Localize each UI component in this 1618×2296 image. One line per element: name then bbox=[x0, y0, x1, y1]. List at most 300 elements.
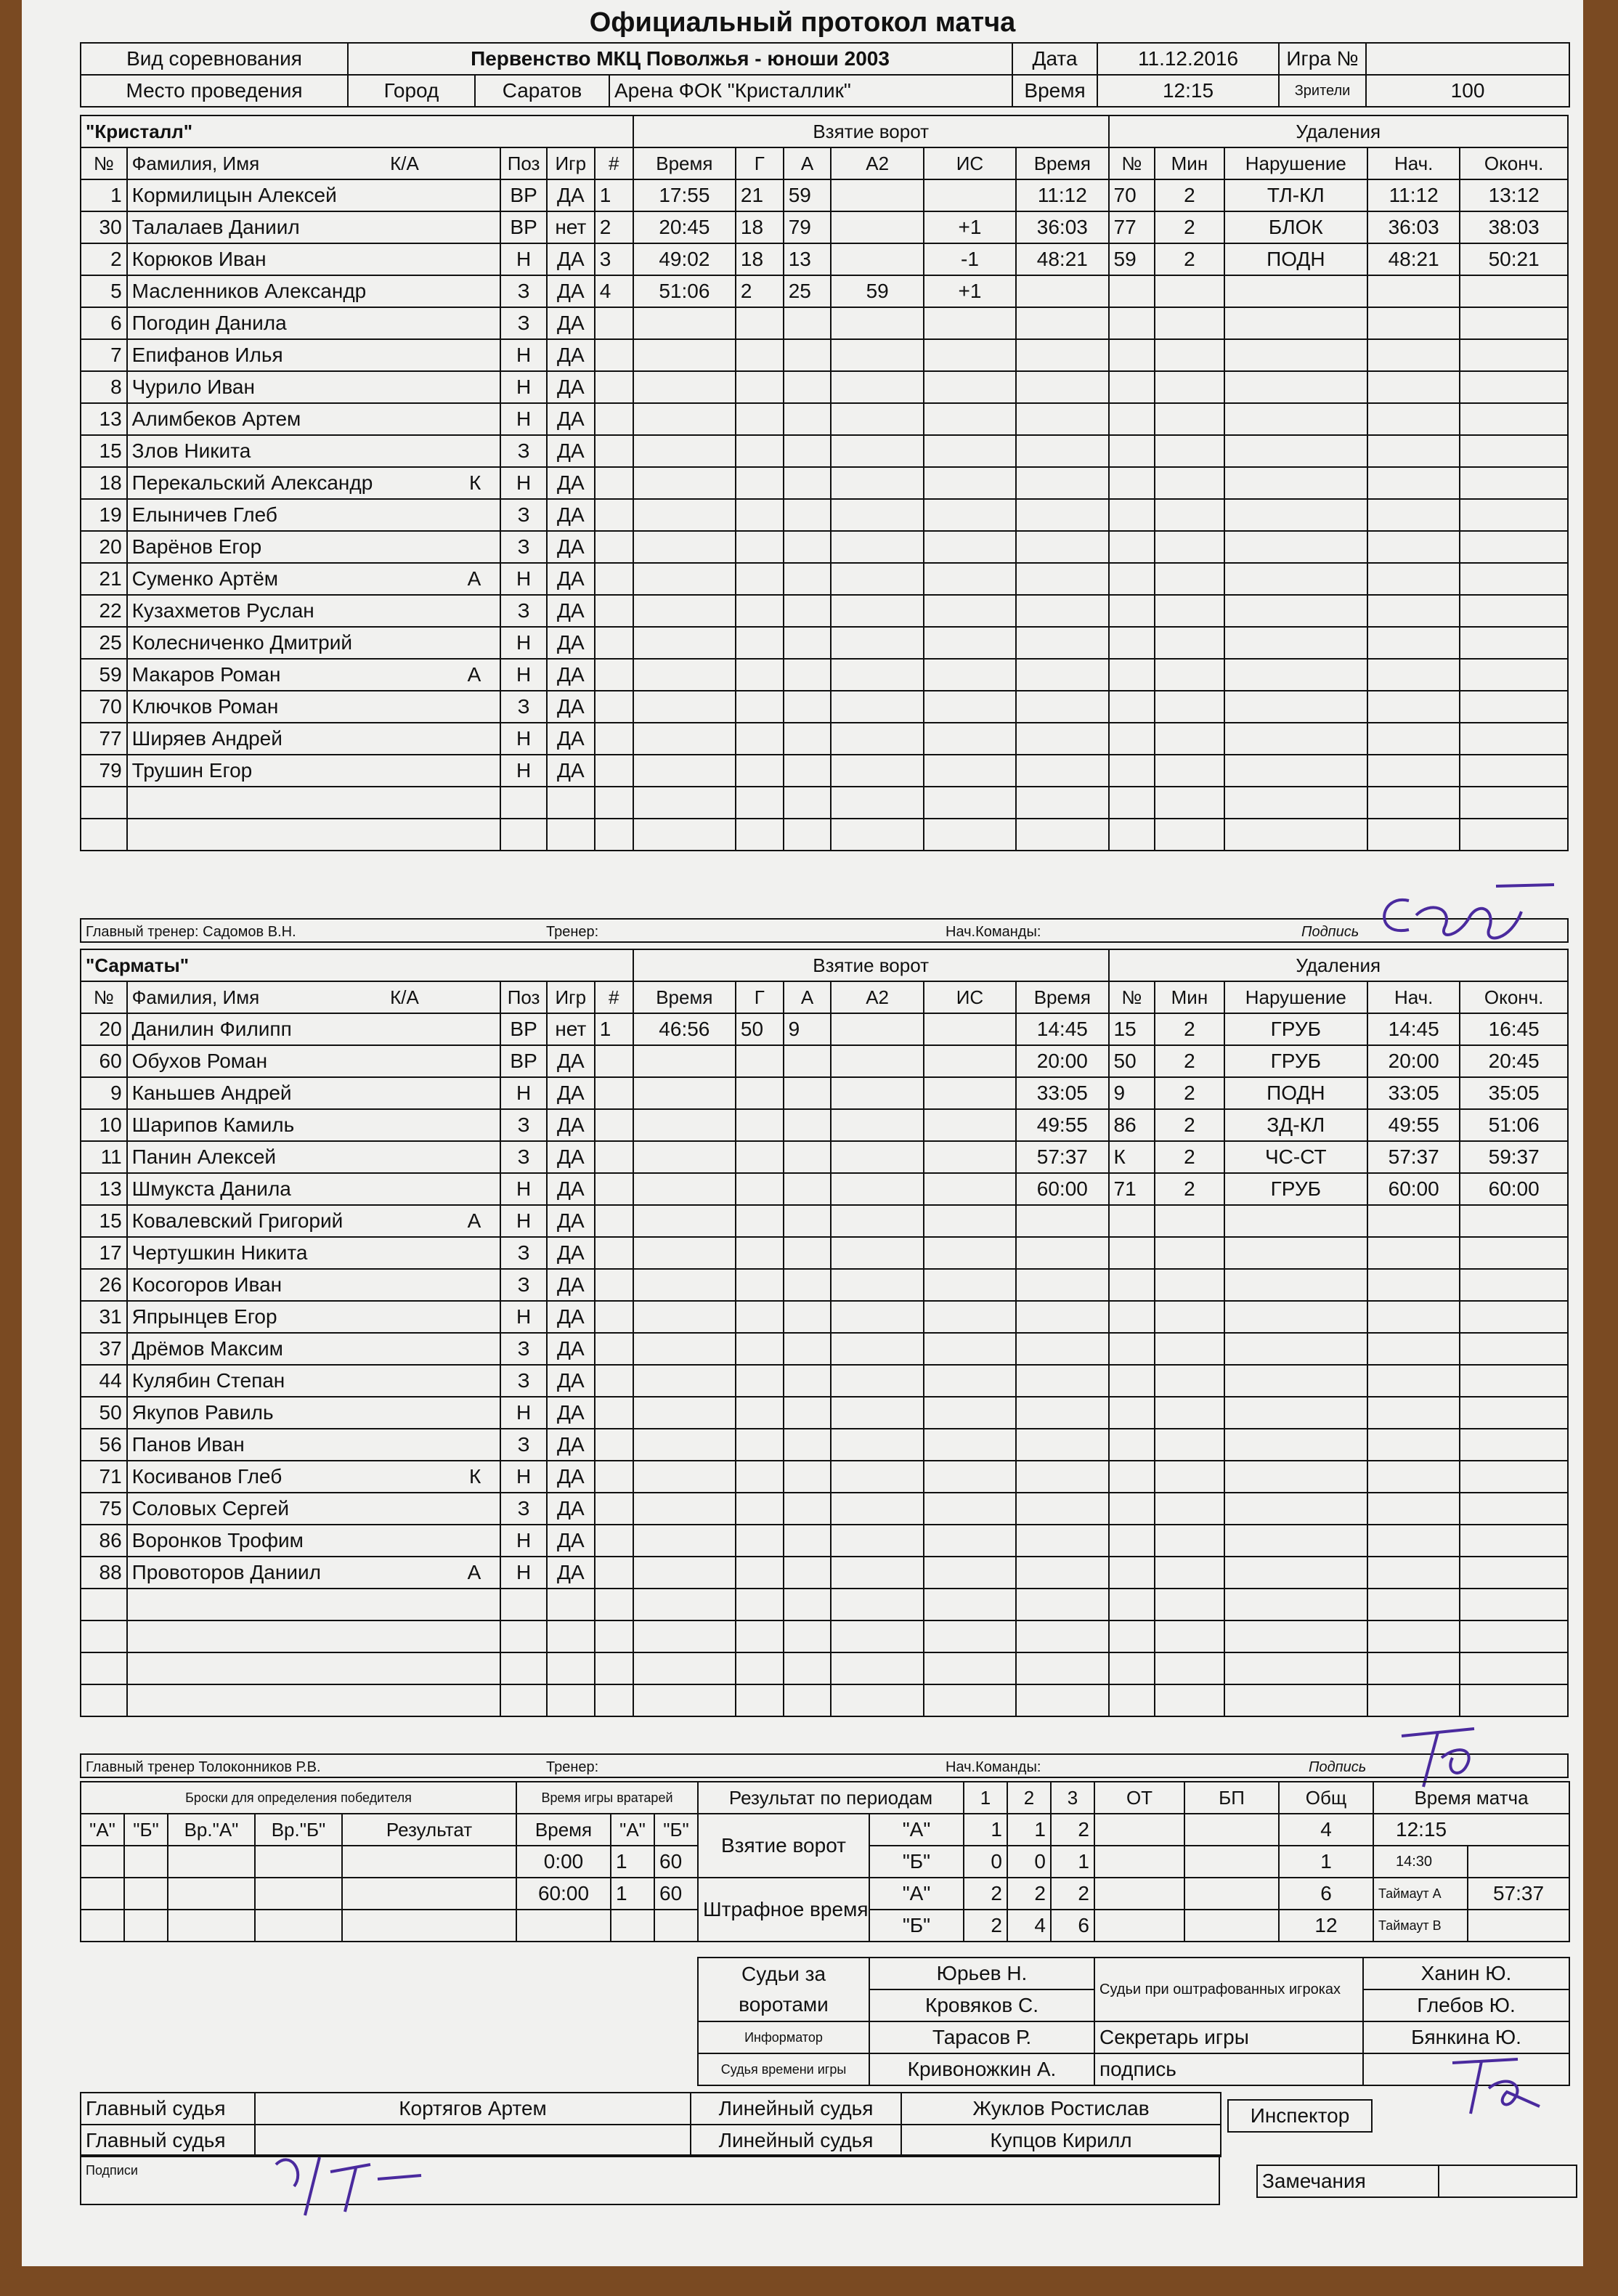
goal-index bbox=[595, 1525, 633, 1557]
player-name bbox=[127, 1013, 501, 1045]
penalty-end bbox=[1460, 1397, 1568, 1429]
goal-assist: 9 bbox=[784, 1013, 832, 1045]
goal-assist-2 bbox=[831, 1333, 923, 1365]
penalty-violation bbox=[1224, 1237, 1367, 1269]
goal-index: 3 bbox=[595, 243, 633, 275]
team-b-teamlead-label: Нач.Команды: bbox=[946, 1759, 1041, 1775]
penalty-minutes bbox=[1155, 435, 1224, 467]
penbox-label: Судьи при оштрафованных игроках bbox=[1094, 1958, 1363, 2021]
goal-plus-minus bbox=[924, 435, 1016, 467]
player-number bbox=[81, 819, 127, 851]
penalty-end bbox=[1460, 787, 1568, 819]
player-number: 8 bbox=[81, 371, 127, 403]
penalty-start bbox=[1367, 1237, 1460, 1269]
goal-plus-minus bbox=[924, 1557, 1016, 1589]
goals-b-total: 1 bbox=[1279, 1846, 1373, 1878]
pen-a-p1: 2 bbox=[964, 1878, 1007, 1910]
player-position bbox=[500, 1652, 547, 1684]
periods-label: Результат по периодам bbox=[698, 1782, 964, 1814]
goal-judges-label: Судьи за воротами bbox=[698, 1958, 869, 2021]
goal-assist-2 bbox=[831, 179, 923, 211]
penalty-player bbox=[1109, 755, 1155, 787]
player-number: 31 bbox=[81, 1301, 127, 1333]
goal-assist bbox=[784, 1557, 832, 1589]
penalty-time bbox=[1016, 1684, 1108, 1716]
player-name-text: Панов Иван bbox=[131, 1433, 245, 1456]
goal-assist-2 bbox=[831, 1205, 923, 1237]
col-pen-viol: Нарушение bbox=[1224, 147, 1367, 179]
penalty-violation bbox=[1224, 1205, 1367, 1237]
player-played: нет bbox=[547, 211, 595, 243]
goal-time bbox=[633, 659, 736, 691]
penalty-time bbox=[1016, 595, 1108, 627]
player-played: ДА bbox=[547, 1045, 595, 1077]
penalty-violation bbox=[1224, 691, 1367, 723]
penalty-end bbox=[1460, 339, 1568, 371]
player-name bbox=[127, 1173, 501, 1205]
player-played: ДА bbox=[547, 1397, 595, 1429]
penalty-minutes bbox=[1155, 275, 1224, 307]
penalty-start bbox=[1367, 499, 1460, 531]
penalty-end bbox=[1460, 1461, 1568, 1493]
penalty-player bbox=[1109, 627, 1155, 659]
goal-assist bbox=[784, 1429, 832, 1461]
penalty-start bbox=[1367, 691, 1460, 723]
player-row bbox=[81, 659, 1568, 691]
gk-time: 0:00 bbox=[516, 1846, 611, 1878]
player-position: Н bbox=[500, 403, 547, 435]
penalty-end bbox=[1460, 819, 1568, 851]
player-played: ДА bbox=[547, 659, 595, 691]
goal-scorer: 18 bbox=[736, 243, 784, 275]
goal-index bbox=[595, 1045, 633, 1077]
player-number: 15 bbox=[81, 435, 127, 467]
goal-assist bbox=[784, 531, 832, 563]
goal-assist bbox=[784, 1397, 832, 1429]
player-position: Н bbox=[500, 563, 547, 595]
goal-assist-2 bbox=[831, 339, 923, 371]
goal-scorer bbox=[736, 1525, 784, 1557]
penalty-time: 60:00 bbox=[1016, 1173, 1108, 1205]
penalty-minutes bbox=[1155, 339, 1224, 371]
goal-scorer bbox=[736, 1237, 784, 1269]
penalty-violation: ТЛ-КЛ bbox=[1224, 179, 1367, 211]
player-row bbox=[81, 1205, 1568, 1237]
goal-scorer bbox=[736, 403, 784, 435]
penalty-start: 49:55 bbox=[1367, 1109, 1460, 1141]
goal-scorer bbox=[736, 1557, 784, 1589]
goals-row-label: Взятие ворот bbox=[698, 1814, 869, 1878]
player-played bbox=[547, 1589, 595, 1620]
goal-assist bbox=[784, 371, 832, 403]
gk-col-b: "Б" bbox=[654, 1814, 698, 1846]
penalty-end bbox=[1460, 1557, 1568, 1589]
goal-index bbox=[595, 467, 633, 499]
goal-plus-minus bbox=[924, 1141, 1016, 1173]
player-name bbox=[127, 211, 501, 243]
goal-assist-2 bbox=[831, 723, 923, 755]
linesman-label: Линейный судья bbox=[691, 2093, 901, 2125]
player-number: 9 bbox=[81, 1077, 127, 1109]
player-role: А bbox=[467, 567, 481, 590]
protocol-sheet bbox=[22, 0, 1583, 2266]
penalty-violation bbox=[1224, 467, 1367, 499]
player-position: Н bbox=[500, 659, 547, 691]
player-name-text: Панин Алексей bbox=[131, 1145, 277, 1168]
col-goal-time: Время bbox=[633, 147, 736, 179]
penalty-time bbox=[1016, 1620, 1108, 1652]
goal-assist-2 bbox=[831, 755, 923, 787]
player-played: ДА bbox=[547, 1557, 595, 1589]
player-played: ДА bbox=[547, 627, 595, 659]
player-name-text: Алимбеков Артем bbox=[131, 407, 301, 430]
penalty-start: 57:37 bbox=[1367, 1141, 1460, 1173]
goal-time bbox=[633, 1557, 736, 1589]
penalty-start: 60:00 bbox=[1367, 1173, 1460, 1205]
penalty-start bbox=[1367, 531, 1460, 563]
player-position: З bbox=[500, 1109, 547, 1141]
goal-scorer bbox=[736, 1077, 784, 1109]
place-label: Место проведения bbox=[81, 75, 348, 107]
player-position: Н bbox=[500, 1461, 547, 1493]
player-name bbox=[127, 627, 501, 659]
penalty-time: 57:37 bbox=[1016, 1141, 1108, 1173]
penalty-violation bbox=[1224, 307, 1367, 339]
goal-index bbox=[595, 1684, 633, 1716]
player-position bbox=[500, 1620, 547, 1652]
shootout-col-time-b: Вр."Б" bbox=[255, 1814, 342, 1846]
player-name-text: Погодин Данила bbox=[131, 312, 287, 334]
goal-index bbox=[595, 1205, 633, 1237]
player-name-text: Ширяев Андрей bbox=[131, 727, 282, 750]
goal-assist bbox=[784, 1173, 832, 1205]
player-name bbox=[127, 1397, 501, 1429]
goal-plus-minus bbox=[924, 1237, 1016, 1269]
meta-table bbox=[80, 42, 1570, 108]
goal-assist-2 bbox=[831, 691, 923, 723]
player-number: 20 bbox=[81, 1013, 127, 1045]
player-name bbox=[127, 659, 501, 691]
player-position: З bbox=[500, 1237, 547, 1269]
goal-time bbox=[633, 627, 736, 659]
player-row bbox=[81, 1365, 1568, 1397]
goal-assist-2 bbox=[831, 1620, 923, 1652]
remarks-value bbox=[1439, 2165, 1577, 2197]
goal-assist bbox=[784, 307, 832, 339]
goal-index bbox=[595, 691, 633, 723]
goal-time bbox=[633, 307, 736, 339]
goal-scorer bbox=[736, 1109, 784, 1141]
player-row bbox=[81, 1397, 1568, 1429]
penalty-time: 14:45 bbox=[1016, 1013, 1108, 1045]
penalty-start bbox=[1367, 1269, 1460, 1301]
goal-plus-minus bbox=[924, 659, 1016, 691]
player-name bbox=[127, 1333, 501, 1365]
shootout-col-a: "А" bbox=[81, 1814, 124, 1846]
penalty-player bbox=[1109, 1589, 1155, 1620]
penalty-start bbox=[1367, 1557, 1460, 1589]
penalty-time bbox=[1016, 1589, 1108, 1620]
game-label: Игра № bbox=[1279, 43, 1366, 75]
secretary-signature-label: подпись bbox=[1094, 2053, 1363, 2085]
penalty-player bbox=[1109, 723, 1155, 755]
player-name bbox=[127, 691, 501, 723]
goal-plus-minus bbox=[924, 179, 1016, 211]
penalty-player: 15 bbox=[1109, 1013, 1155, 1045]
player-position: З bbox=[500, 499, 547, 531]
penalty-end: 50:21 bbox=[1460, 243, 1568, 275]
main-ref-1: Кортягов Артем bbox=[255, 2093, 691, 2125]
penalty-minutes bbox=[1155, 1237, 1224, 1269]
goal-plus-minus bbox=[924, 1652, 1016, 1684]
penalty-end: 51:06 bbox=[1460, 1109, 1568, 1141]
goal-time bbox=[633, 723, 736, 755]
player-number: 22 bbox=[81, 595, 127, 627]
player-played: ДА bbox=[547, 275, 595, 307]
penalty-start bbox=[1367, 467, 1460, 499]
penalty-end bbox=[1460, 1684, 1568, 1716]
player-played: ДА bbox=[547, 243, 595, 275]
player-number: 11 bbox=[81, 1141, 127, 1173]
player-number: 60 bbox=[81, 1045, 127, 1077]
goal-scorer bbox=[736, 371, 784, 403]
goal-assist bbox=[784, 1620, 832, 1652]
penalty-minutes bbox=[1155, 1557, 1224, 1589]
penalty-minutes bbox=[1155, 1365, 1224, 1397]
goal-assist-2 bbox=[831, 659, 923, 691]
player-row bbox=[81, 1493, 1568, 1525]
player-name-text: Шарипов Камиль bbox=[131, 1113, 295, 1136]
penalty-player bbox=[1109, 819, 1155, 851]
player-name-text: Кулябин Степан bbox=[131, 1369, 285, 1392]
col-pen-end: Оконч. bbox=[1460, 147, 1568, 179]
player-position bbox=[500, 1589, 547, 1620]
player-position: З bbox=[500, 435, 547, 467]
player-row bbox=[81, 211, 1568, 243]
penalty-start bbox=[1367, 1205, 1460, 1237]
penalty-start bbox=[1367, 659, 1460, 691]
goal-assist bbox=[784, 1652, 832, 1684]
period-ot-header: ОТ bbox=[1094, 1782, 1184, 1814]
team-b-penalties-header: Удаления bbox=[1109, 949, 1568, 981]
col-a: А bbox=[784, 147, 832, 179]
goal-index bbox=[595, 819, 633, 851]
player-played bbox=[547, 1620, 595, 1652]
player-name-text: Обухов Роман bbox=[131, 1050, 268, 1072]
player-name-text: Епифанов Илья bbox=[131, 344, 283, 366]
goal-index bbox=[595, 307, 633, 339]
player-row bbox=[81, 787, 1568, 819]
player-position: З bbox=[500, 595, 547, 627]
goal-time bbox=[633, 531, 736, 563]
player-name bbox=[127, 1269, 501, 1301]
player-name-text: Косиванов Глеб bbox=[131, 1465, 282, 1488]
team-b-mark: "Б" bbox=[869, 1910, 964, 1942]
penalty-end bbox=[1460, 275, 1568, 307]
player-position: З bbox=[500, 307, 547, 339]
team-a-name: "Кристалл" bbox=[81, 115, 633, 147]
penalty-time bbox=[1016, 1365, 1108, 1397]
goal-assist-2 bbox=[831, 819, 923, 851]
player-name bbox=[127, 1493, 501, 1525]
player-position: Н bbox=[500, 1173, 547, 1205]
goal-assist bbox=[784, 1461, 832, 1493]
player-played: ДА bbox=[547, 755, 595, 787]
main-ref-label: Главный судья bbox=[81, 2093, 255, 2125]
goal-plus-minus bbox=[924, 1077, 1016, 1109]
penalty-player bbox=[1109, 1620, 1155, 1652]
goal-assist bbox=[784, 1684, 832, 1716]
penalty-time bbox=[1016, 1269, 1108, 1301]
penalty-player bbox=[1109, 1269, 1155, 1301]
goal-assist-2 bbox=[831, 1461, 923, 1493]
goal-scorer bbox=[736, 819, 784, 851]
goal-time bbox=[633, 1365, 736, 1397]
penalty-start bbox=[1367, 627, 1460, 659]
player-position: Н bbox=[500, 1077, 547, 1109]
gk-row bbox=[516, 1878, 698, 1910]
pen-a-ot bbox=[1094, 1878, 1184, 1910]
player-row bbox=[81, 1013, 1568, 1045]
goal-plus-minus bbox=[924, 1205, 1016, 1237]
penalty-end bbox=[1460, 1493, 1568, 1525]
penalty-player bbox=[1109, 531, 1155, 563]
goal-index bbox=[595, 499, 633, 531]
goal-scorer bbox=[736, 595, 784, 627]
penalty-end bbox=[1460, 1205, 1568, 1237]
penalty-end bbox=[1460, 307, 1568, 339]
goal-scorer: 50 bbox=[736, 1013, 784, 1045]
penalty-start bbox=[1367, 275, 1460, 307]
player-row bbox=[81, 627, 1568, 659]
player-position: Н bbox=[500, 1557, 547, 1589]
player-name-text: Варёнов Егор bbox=[131, 535, 262, 558]
player-played: ДА bbox=[547, 403, 595, 435]
penalty-time: 49:55 bbox=[1016, 1109, 1108, 1141]
player-name bbox=[127, 371, 501, 403]
player-position: ВР bbox=[500, 211, 547, 243]
pen-b-p1: 2 bbox=[964, 1910, 1007, 1942]
penalty-end bbox=[1460, 1620, 1568, 1652]
penalty-player bbox=[1109, 1365, 1155, 1397]
gk-col-time: Время bbox=[516, 1814, 611, 1846]
match-time-label: Время матча bbox=[1373, 1782, 1569, 1814]
team-a-column-headers bbox=[81, 147, 1568, 179]
col-g: Г bbox=[736, 981, 784, 1013]
goal-time bbox=[633, 787, 736, 819]
goal-assist-2 bbox=[831, 1365, 923, 1397]
player-name bbox=[127, 723, 501, 755]
penalty-player bbox=[1109, 595, 1155, 627]
player-name bbox=[127, 1045, 501, 1077]
player-position: Н bbox=[500, 467, 547, 499]
col-igr: Игр bbox=[547, 981, 595, 1013]
goal-assist bbox=[784, 755, 832, 787]
goal-plus-minus bbox=[924, 499, 1016, 531]
penalty-time bbox=[1016, 723, 1108, 755]
penalty-minutes bbox=[1155, 1589, 1224, 1620]
penalty-time: 48:21 bbox=[1016, 243, 1108, 275]
team-a-signature bbox=[1365, 872, 1561, 959]
player-position: З bbox=[500, 1365, 547, 1397]
penalty-minutes: 2 bbox=[1155, 1077, 1224, 1109]
penalty-violation bbox=[1224, 1589, 1367, 1620]
penalty-start bbox=[1367, 1461, 1460, 1493]
penalty-player bbox=[1109, 403, 1155, 435]
penalty-player bbox=[1109, 1205, 1155, 1237]
player-row bbox=[81, 1525, 1568, 1557]
col-igr: Игр bbox=[547, 147, 595, 179]
goal-scorer bbox=[736, 691, 784, 723]
player-row bbox=[81, 339, 1568, 371]
penalty-start bbox=[1367, 1333, 1460, 1365]
col-pen-min: Мин bbox=[1155, 147, 1224, 179]
player-position: Н bbox=[500, 627, 547, 659]
goal-assist: 59 bbox=[784, 179, 832, 211]
goal-scorer bbox=[736, 1461, 784, 1493]
penalty-start bbox=[1367, 1397, 1460, 1429]
inspector-table bbox=[1227, 2099, 1373, 2133]
player-row bbox=[81, 1620, 1568, 1652]
secretary-signature bbox=[1438, 2048, 1547, 2121]
team-a-mark: "А" bbox=[869, 1814, 964, 1846]
col-poz: Поз bbox=[500, 981, 547, 1013]
goal-scorer bbox=[736, 1652, 784, 1684]
col-pen-time: Время bbox=[1016, 981, 1108, 1013]
team-a-mark: "А" bbox=[869, 1878, 964, 1910]
penalty-start bbox=[1367, 787, 1460, 819]
goal-index bbox=[595, 1365, 633, 1397]
goal-assist-2 bbox=[831, 307, 923, 339]
team-a-staff-row bbox=[80, 918, 1569, 943]
col-pen-time: Время bbox=[1016, 147, 1108, 179]
goal-scorer bbox=[736, 723, 784, 755]
goal-assist-2 bbox=[831, 499, 923, 531]
goal-assist-2 bbox=[831, 1013, 923, 1045]
penalty-time bbox=[1016, 755, 1108, 787]
penalty-violation bbox=[1224, 755, 1367, 787]
penalty-time bbox=[1016, 1525, 1108, 1557]
goal-assist-2 bbox=[831, 595, 923, 627]
penalty-time bbox=[1016, 1429, 1108, 1461]
time-value: 12:15 bbox=[1097, 75, 1279, 107]
player-position: ВР bbox=[500, 179, 547, 211]
team-a-goals-header: Взятие ворот bbox=[633, 115, 1109, 147]
goal-index: 1 bbox=[595, 1013, 633, 1045]
penalty-end bbox=[1460, 1652, 1568, 1684]
player-name bbox=[127, 1301, 501, 1333]
player-played: ДА bbox=[547, 435, 595, 467]
player-number bbox=[81, 1652, 127, 1684]
player-name bbox=[127, 243, 501, 275]
player-position: Н bbox=[500, 723, 547, 755]
penalty-start bbox=[1367, 1525, 1460, 1557]
period-3-header: 3 bbox=[1051, 1782, 1094, 1814]
penalty-start bbox=[1367, 1589, 1460, 1620]
player-name bbox=[127, 467, 501, 499]
gk-b: 60 bbox=[654, 1878, 698, 1910]
goal-assist-2 bbox=[831, 243, 923, 275]
player-played: ДА bbox=[547, 531, 595, 563]
goal-time bbox=[633, 1205, 736, 1237]
goal-time bbox=[633, 339, 736, 371]
goal-time: 17:55 bbox=[633, 179, 736, 211]
player-row bbox=[81, 275, 1568, 307]
player-number: 15 bbox=[81, 1205, 127, 1237]
team-a-coach-label: Тренер: bbox=[546, 924, 599, 940]
penalty-start bbox=[1367, 755, 1460, 787]
goal-assist-2 bbox=[831, 1109, 923, 1141]
